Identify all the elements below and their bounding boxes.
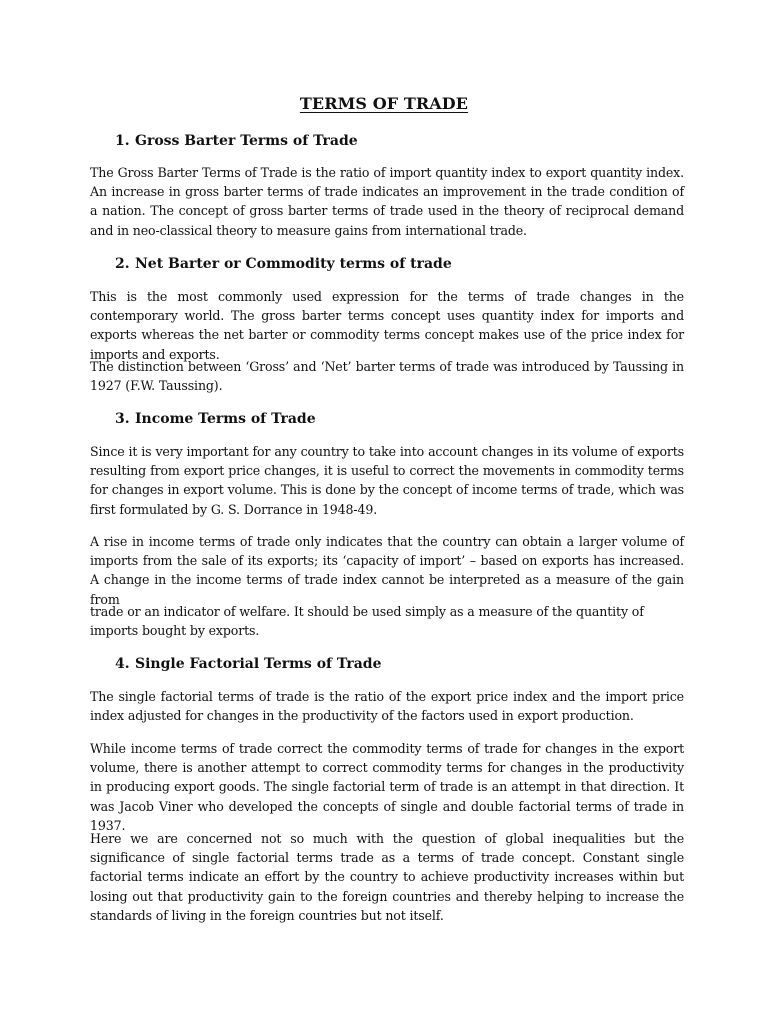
section-2-paragraph-2: The distinction between ‘Gross’ and ‘Net’ barter terms of trade was introduced by Taussing in 1927 (F.W. Taussing).: [90, 359, 684, 394]
section-title: Income Terms of Trade: [135, 411, 316, 427]
section-number: 1.: [115, 133, 130, 149]
section-title: Single Factorial Terms of Trade: [135, 656, 382, 672]
section-3-heading: [115, 410, 316, 429]
section-title: Net Barter or Commodity terms of trade: [135, 256, 452, 272]
section-1-paragraph-1: The Gross Barter Terms of Trade is the ratio of import quantity index to export quantity index. An increase in gross barter terms of trade indicates an improvement in the trade condition of a nation. The concept of gross barter terms of trade used in the theory of reciprocal demand and in neo-classical theory to measure gains from international trade.: [90, 165, 684, 238]
section-3-paragraph-1: Since it is very important for any country to take into account changes in its volume of exports resulting from export price changes, it is useful to correct the movements in commodity terms for changes in export volume. This is done by the concept of income terms of trade, which was first formulated by G. S. Dorrance in 1948-49.: [90, 444, 684, 517]
section-number: 4.: [115, 656, 130, 672]
section-2-heading: [115, 255, 452, 274]
section-number: 2.: [115, 256, 130, 272]
section-number: 3.: [115, 411, 130, 427]
section-2-paragraph-1: This is the most commonly used expression for the terms of trade changes in the contemporary world. The gross barter terms concept uses quantity index for imports and exports whereas the net barter or commodity terms concept makes use of the price index for imports and exports.: [90, 289, 684, 362]
section-title: Gross Barter Terms of Trade: [135, 133, 358, 149]
section-4-paragraph-2: While income terms of trade correct the commodity terms of trade for changes in the export volume, there is another attempt to correct commodity terms for changes in the productivity in producing export goods. The single factorial term of trade is an attempt in that direction. It was Jacob Viner who developed the concepts of single and double factorial terms of trade in 1937.: [90, 741, 684, 833]
section-1-heading: [115, 132, 358, 151]
section-3-paragraph-3: trade or an indicator of welfare. It should be used simply as a measure of the quantity of imports bought by exports.: [90, 604, 644, 639]
section-4-heading: [115, 655, 381, 674]
section-3-paragraph-2: A rise in income terms of trade only indicates that the country can obtain a larger volume of imports from the sale of its exports; its ‘capacity of import’ – based on exports has increased. A change in the income terms of trade index cannot be interpreted as a measure of the gain from: [90, 534, 684, 607]
section-4-paragraph-1: The single factorial terms of trade is the ratio of the export price index and the import price index adjusted for changes in the productivity of the factors used in export production.: [90, 689, 684, 724]
section-4-paragraph-3: Here we are concerned not so much with the question of global inequalities but the significance of single factorial terms trade as a terms of trade concept. Constant single factorial terms indicate an effort by the country to achieve productivity increases within but losing out that productivity gain to the foreign countries and thereby helping to increase the standards of living in the foreign countries but not itself.: [90, 831, 684, 923]
document-title: TERMS OF TRADE: [299, 94, 469, 113]
